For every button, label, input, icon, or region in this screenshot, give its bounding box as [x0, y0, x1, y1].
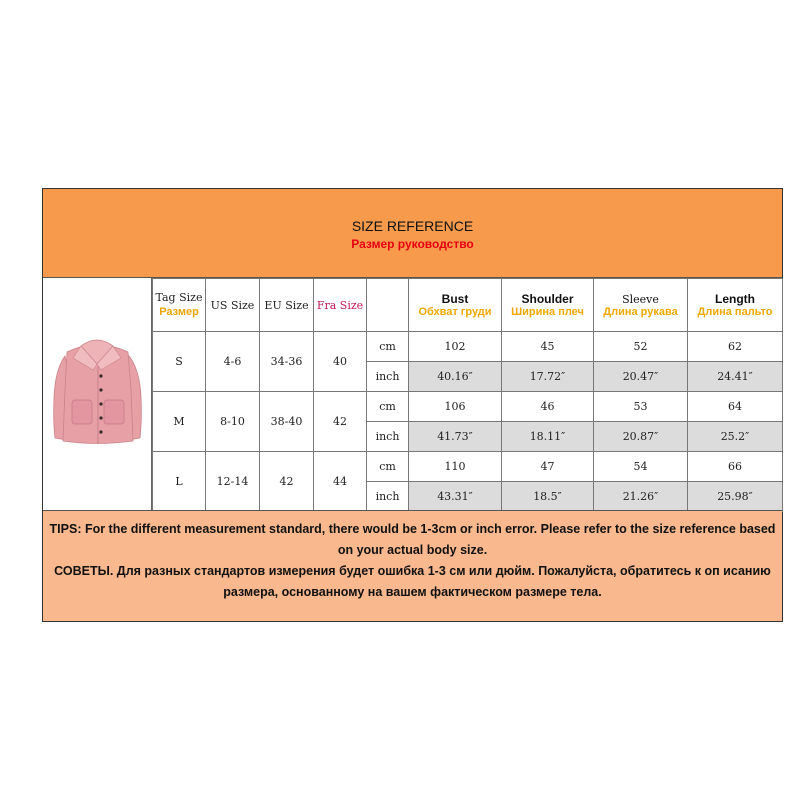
length-cm: 64 — [688, 392, 783, 422]
sleeve-inch: 20.87″ — [594, 422, 688, 452]
fra-size-cell: 44 — [314, 452, 367, 512]
tips-section — [43, 510, 782, 621]
tag-size-label: Tag Size — [155, 291, 203, 304]
table-row — [153, 452, 783, 482]
sleeve-label: Sleeve — [622, 292, 659, 306]
bust-cm: 106 — [409, 392, 502, 422]
chart-header — [43, 189, 782, 278]
fra-size-cell: 42 — [314, 392, 367, 452]
size-table — [152, 278, 783, 512]
bust-cm: 102 — [409, 332, 502, 362]
unit-cm: cm — [367, 392, 409, 422]
col-tag-size — [153, 279, 206, 332]
unit-cm: cm — [367, 332, 409, 362]
bust-label: Bust — [441, 292, 469, 306]
pink-teddy-coat-icon — [43, 278, 152, 510]
tag-size-cell: M — [153, 392, 206, 452]
length-label-ru: Длина пальто — [697, 306, 773, 318]
bust-label-ru: Обхват груди — [418, 306, 492, 318]
header-row — [153, 279, 783, 332]
fra-size-label: Fra Size — [316, 298, 364, 312]
us-size-cell: 4-6 — [206, 332, 260, 392]
length-inch: 25.98″ — [688, 482, 783, 512]
col-length — [688, 279, 783, 332]
bust-inch: 41.73″ — [409, 422, 502, 452]
table-row — [153, 392, 783, 422]
col-sleeve — [594, 279, 688, 332]
col-fra-size — [314, 279, 367, 332]
sleeve-inch: 20.47″ — [594, 362, 688, 392]
sleeve-cm: 53 — [594, 392, 688, 422]
length-inch: 24.41″ — [688, 362, 783, 392]
fra-size-cell: 40 — [314, 332, 367, 392]
tag-size-label-ru: Размер — [159, 306, 199, 318]
table-row — [153, 332, 783, 362]
shoulder-cm: 45 — [502, 332, 594, 362]
bust-cm: 110 — [409, 452, 502, 482]
shoulder-label: Shoulder — [521, 292, 574, 306]
tips-english: TIPS: For the different measurement standard, there would be 1-3cm or inch error. Please refer to the size reference based on your actual body size. — [49, 522, 776, 557]
col-bust — [409, 279, 502, 332]
us-size-cell: 12-14 — [206, 452, 260, 512]
col-unit — [367, 279, 409, 332]
shoulder-cm: 46 — [502, 392, 594, 422]
sleeve-cm: 52 — [594, 332, 688, 362]
col-us-size: US Size — [206, 279, 260, 332]
unit-inch: inch — [367, 362, 409, 392]
us-size-cell: 8-10 — [206, 392, 260, 452]
tag-size-cell: L — [153, 452, 206, 512]
shoulder-inch: 18.5″ — [502, 482, 594, 512]
product-photo — [43, 278, 152, 510]
eu-size-cell: 34-36 — [260, 332, 314, 392]
unit-inch: inch — [367, 422, 409, 452]
unit-inch: inch — [367, 482, 409, 512]
col-eu-size: EU Size — [260, 279, 314, 332]
sleeve-cm: 54 — [594, 452, 688, 482]
eu-size-cell: 38-40 — [260, 392, 314, 452]
shoulder-label-ru: Ширина плеч — [511, 306, 584, 318]
shoulder-inch: 17.72″ — [502, 362, 594, 392]
shoulder-inch: 18.11″ — [502, 422, 594, 452]
length-label: Length — [715, 292, 755, 306]
tag-size-cell: S — [153, 332, 206, 392]
bust-inch: 40.16″ — [409, 362, 502, 392]
title-russian: Размер руководство — [351, 237, 474, 251]
title-english: SIZE REFERENCE — [351, 218, 474, 234]
size-chart — [42, 188, 783, 622]
length-inch: 25.2″ — [688, 422, 783, 452]
col-shoulder — [502, 279, 594, 332]
eu-size-cell: 42 — [260, 452, 314, 512]
shoulder-cm: 47 — [502, 452, 594, 482]
sleeve-label-ru: Длина рукава — [603, 305, 678, 318]
length-cm: 62 — [688, 332, 783, 362]
length-cm: 66 — [688, 452, 783, 482]
sleeve-inch: 21.26″ — [594, 482, 688, 512]
tips-russian: СОВЕТЫ. Для разных стандартов измерения будет ошибка 1-3 см или дюйм. Пожалуйста, обратитесь к оп исанию размера, основанному на вашем фактическом размере тела. — [54, 564, 771, 599]
bust-inch: 43.31″ — [409, 482, 502, 512]
unit-cm: cm — [367, 452, 409, 482]
